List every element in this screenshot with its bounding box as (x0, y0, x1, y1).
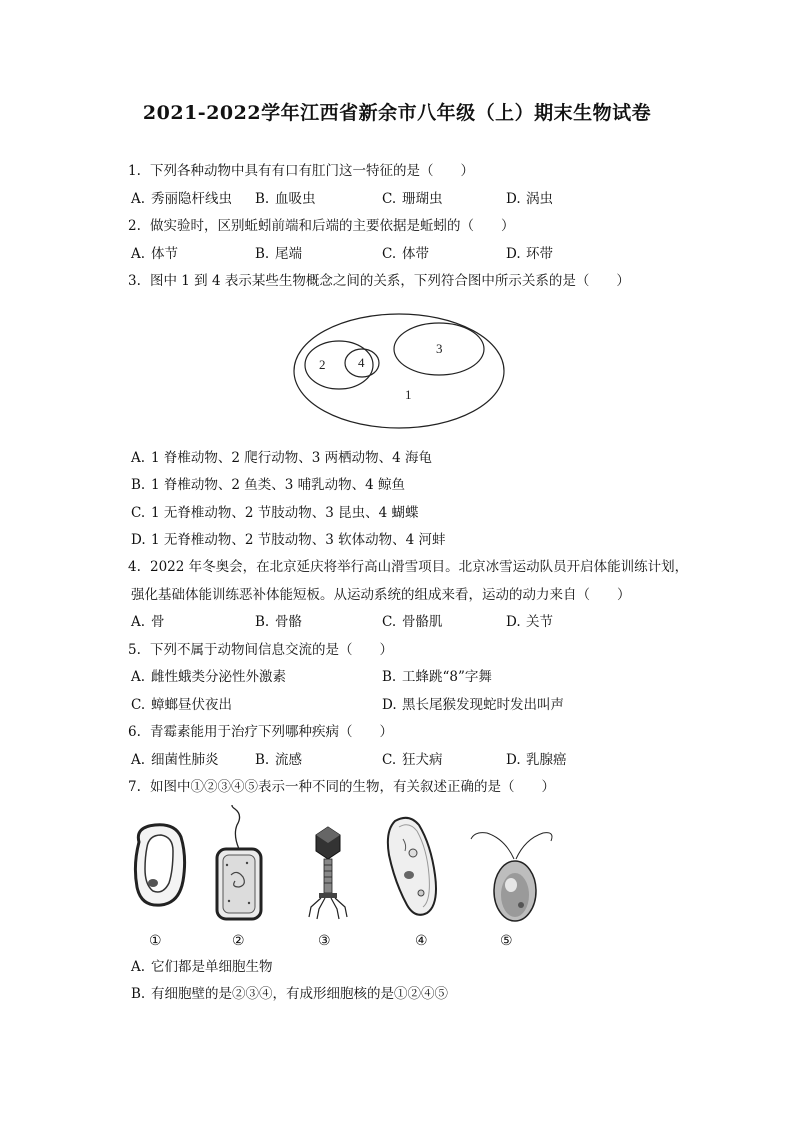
question-3-option-b: B. 1 脊椎动物、2 鱼类、3 哺乳动物、4 鲸鱼 (131, 477, 406, 493)
option-c: C. 蟑螂昼伏夜出 (131, 697, 232, 713)
option-b: B. 尾端 (255, 246, 302, 262)
organisms-figure (125, 805, 565, 950)
page-title: 2021-2022学年江西省新余市八年级（上）期末生物试卷 (142, 102, 652, 124)
option-b: B. 骨骼 (255, 614, 302, 630)
question-4: 4. 2022 年冬奥会，在北京延庆将举行高山滑雪项目。北京冰雪运动队员开启体能训练计划， (128, 559, 689, 575)
option-a: A. 细菌性肺炎 (131, 752, 219, 768)
question-3-option-c: C. 1 无脊椎动物、2 节肢动物、3 昆虫、4 蝴蝶 (131, 505, 419, 521)
label-4: 4 (358, 355, 365, 370)
option-b: B. 血吸虫 (255, 191, 316, 207)
option-c: C. 珊瑚虫 (382, 191, 443, 207)
question-3-option-a: A. 1 脊椎动物、2 爬行动物、3 两栖动物、4 海龟 (131, 450, 433, 466)
option-a: A. 骨 (131, 614, 165, 630)
option-d: D. 环带 (506, 246, 553, 262)
option-c: C. 体带 (382, 246, 429, 262)
option-a: A. 秀丽隐杆线虫 (131, 191, 232, 207)
question-2: 2. 做实验时，区别蚯蚓前端和后端的主要依据是蚯蚓的（ ） (128, 218, 515, 234)
organism-5-illustration (471, 833, 552, 921)
organism-4-illustration (388, 818, 436, 915)
option-a: A. 雌性蛾类分泌性外激素 (131, 669, 286, 685)
option-b: B. 流感 (255, 752, 302, 768)
label-2: 2 (319, 357, 326, 372)
question-7-option-a: A. 它们都是单细胞生物 (131, 959, 273, 975)
question-5: 5. 下列不属于动物间信息交流的是（ ） (128, 642, 393, 658)
question-4-line-2: 强化基础体能训练恶补体能短板。从运动系统的组成来看，运动的动力来自（ ） (131, 587, 631, 603)
figure-label-5: ⑤ (500, 934, 513, 949)
option-b: B. 工蜂跳“8”字舞 (382, 669, 492, 685)
option-a: A. 体节 (131, 246, 178, 262)
option-c: C. 狂犬病 (382, 752, 443, 768)
organism-2-illustration (217, 805, 261, 919)
figure-label-3: ③ (318, 934, 331, 949)
figure-label-4: ④ (415, 934, 428, 949)
organism-1-illustration (135, 825, 184, 905)
option-d: D. 涡虫 (506, 191, 553, 207)
question-6: 6. 青霉素能用于治疗下列哪种疾病（ ） (128, 724, 393, 740)
option-d: D. 乳腺癌 (506, 752, 567, 768)
label-3: 3 (436, 341, 443, 356)
question-3-option-d: D. 1 无脊椎动物、2 节肢动物、3 软体动物、4 河蚌 (131, 532, 446, 548)
figure-label-2: ② (232, 934, 245, 949)
option-d: D. 黑长尾猴发现蛇时发出叫声 (382, 697, 564, 713)
concept-venn-diagram (285, 310, 515, 432)
question-3: 3. 图中 1 到 4 表示某些生物概念之间的关系，下列符合图中所示关系的是（ ） (128, 273, 630, 289)
label-1: 1 (405, 387, 412, 402)
organism-3-illustration (309, 827, 347, 919)
option-d: D. 关节 (506, 614, 553, 630)
figure-label-1: ① (149, 934, 162, 949)
question-1: 1. 下列各种动物中具有有口有肛门这一特征的是（ ） (128, 163, 474, 179)
question-7: 7. 如图中①②③④⑤表示一种不同的生物，有关叙述正确的是（ ） (128, 779, 555, 795)
question-7-option-b: B. 有细胞壁的是②③④，有成形细胞核的是①②④⑤ (131, 986, 448, 1002)
option-c: C. 骨骼肌 (382, 614, 443, 630)
